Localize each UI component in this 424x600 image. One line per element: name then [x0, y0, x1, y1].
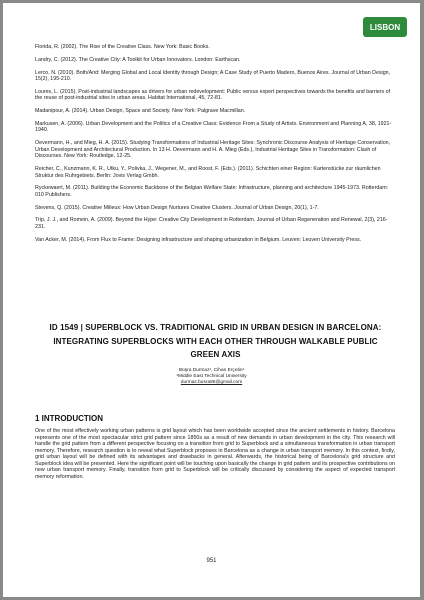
conference-logo — [363, 17, 407, 37]
logo-text: LISBON — [369, 23, 401, 32]
section-heading: 1 INTRODUCTION — [35, 414, 103, 423]
reference-item: Trip, J. J., and Romein, A. (2009). Beyond the Hype: Creative City Development in Rotterdam. Journal of Urban Regeneration and Renewal, 2(3), 216-231. — [35, 217, 388, 230]
reference-item: Reicher, C., Kunzmann, K. R., Utku, Y., Polivka, J., Wegener, M., and Roost, F. (Eds.). (2011). Schichten einer Region: Kartenstücke zur räumlichen Struktur des Ruhrgebiets. Berlin: Jovis Verlag Gmbh. — [35, 166, 381, 179]
reference-item: Lerco, N. (2010). Both/And: Merging Global and Local Identity through Design; A Case Study of Puerto Madero, Buenos Aires. Journal of Urban Design, 15(2), 195-210. — [35, 69, 391, 83]
paper-page — [3, 3, 420, 597]
reference-item: Landry, C. (2012). The Creative City: A Toolkit for Urban Innovators. London: Earthscan. — [35, 56, 241, 63]
reference-item: Van Acker, M. (2014). From Flux to Frame: Designing infrastructure and shaping urbanization in Belgium. Leuven: Leuven University Press. — [35, 236, 362, 243]
reference-item: Markusen, A. (2006). Urban Development and the Politics of a Creative Class: Evidence From a Study of Artists. Environment and Planning A, 38, 1921-1940. — [35, 120, 392, 134]
reference-item: Stevens, Q. (2015). Creative Milieux: How Urban Design Nurtures Creative Clusters. Journal of Urban Design, 20(1), 1-7. — [35, 204, 319, 211]
references-list — [35, 44, 395, 250]
reference-item: Florida, R. (2002). The Rise of the Creative Class. New York: Basic Books. — [35, 44, 210, 50]
reference-item: Loures, L. (2015). Post-industrial landscapes as drivers for urban redevelopment: Public versus expert perspectives towards the benefits and barriers of the reuse of post-industrial sites in urban areas. Habitat International, 45, 72-81. — [35, 88, 391, 102]
author-block — [3, 368, 420, 386]
reference-item: Ryckewaert, M. (2011). Building the Economic Backbone of the Belgian Welfare State: Infrastructure, planning and architecture 1945-1973. Rotterdam: 010 Publishers. — [35, 185, 389, 198]
reference-item: Madanipour, A. (2014). Urban Design, Space and Society. New York: Palgrave Macmillan. — [35, 108, 246, 115]
page-number: 951 — [206, 558, 217, 564]
author-names: Büşra Durmaz¹, Cihan Erçetin¹ — [178, 368, 245, 373]
section-body: One of the most effectively working urban patterns is grid layout which has been worldwide accepted since the ancient settlements in history. Barcelona represents one of the most spectacular strict grid pattern since 1850s as a result of new demands in urban development in the city. This research will handle the grid pattern from a different perspective focusing on a transition from grid to Superblock and a simultaneous transformation in urban transport memory. Therefore, research question is to reveal what Superblock proposes in Barcelona as a change in urban transport memory. In this context, firstly, grid urban layout will be defined with its advantages and drawbacks in general. Afterwards, the historical being of Barcelona's grid structure and Superblock idea will be presented. Here the significant point will be touching upon basically the change in grid pattern and its prospective contributions on new urban transport memory. Finally, transition from grid to Superblock will be critically discussed by considering the aspect of expected transport memory reformation. — [35, 428, 395, 480]
reference-item: Oevermann, H., and Mieg, H. A. (2015). Studying Transformations of Industrial Heritage Sites: Synchronic Discourse Analysis of Heritage Conservation, Urban Development and Architectural Production. In 13 H. Oevermann and H. A. Mieg (Eds.), Industrial Heritage Sites in Transformation: Clash of Discourses. New York: Routledge, 12-25. — [35, 140, 391, 160]
author-affiliation: ¹Middle East Technical University — [176, 374, 247, 379]
paper-title: ID 1549 | SUPERBLOCK VS. TRADITIONAL GRID IN URBAN DESIGN IN BARCELONA: INTEGRATING SUPERBLOCKS WITH EACH OTHER THROUGH WALKABLE PUBLIC GREEN AXIS — [49, 323, 382, 359]
author-email-link[interactable]: durmaz.busra86@gmail.com — [180, 380, 243, 385]
